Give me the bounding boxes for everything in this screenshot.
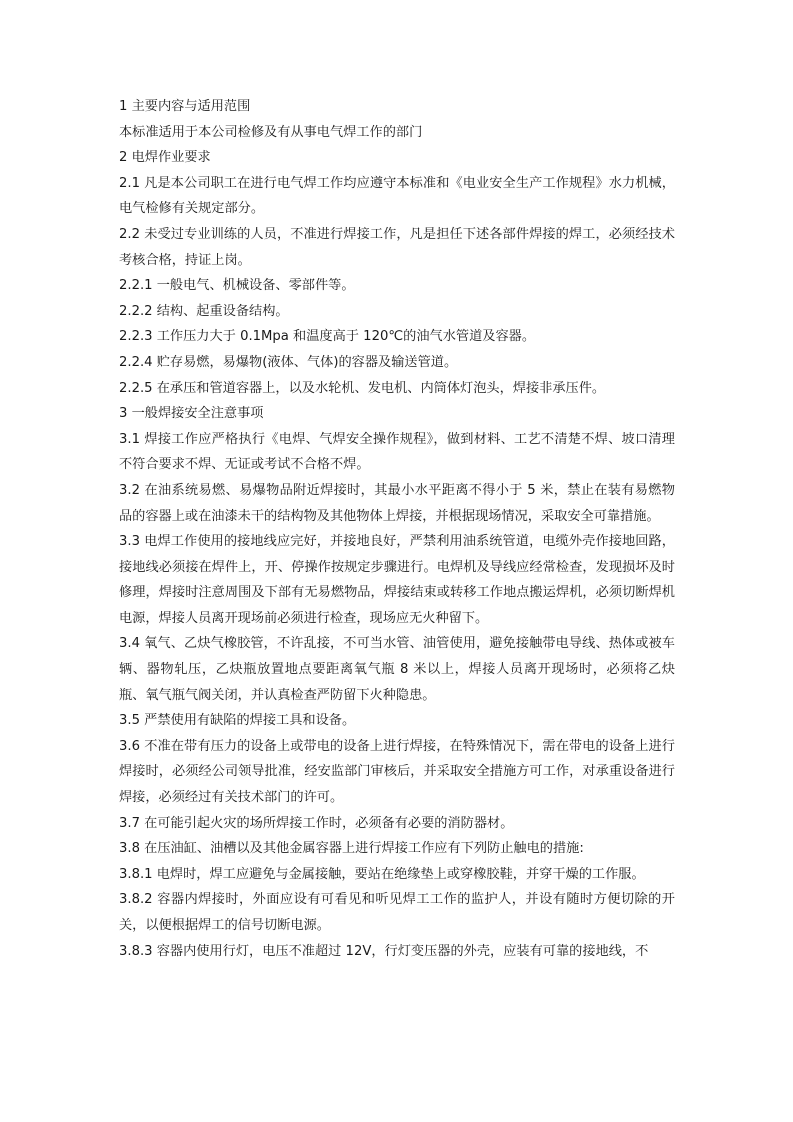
paragraph-3-8-2: 3.8.2 容器内焊接时，外面应设有可看见和听见焊工工作的监护人，并设有随时方便切除的开关，以便根据焊工的信号切断电源。 xyxy=(119,892,675,933)
paragraph-3-7: 3.7 在可能引起火灾的场所焊接工作时，必须备有必要的消防器材。 xyxy=(119,815,514,831)
paragraph-2-2: 2.2 未受过专业训练的人员，不准进行焊接工作，凡是担任下述各部件焊接的焊工，必须经技术考核合格，持证上岗。 xyxy=(119,226,675,268)
paragraph-3-5: 3.5 严禁使用有缺陷的焊接工具和设备。 xyxy=(119,713,356,729)
paragraph-3-1: 3.1 焊接工作应严格执行《电焊、气焊安全操作规程》，做到材料、工艺不清楚不焊、坡口清理不符合要求不焊、无证或考试不合格不焊。 xyxy=(119,431,675,473)
document-page xyxy=(119,94,675,964)
paragraph-3-2: 3.2 在油系统易燃、易爆物品附近焊接时，其最小水平距离不得小于 5 米，禁止在装有易燃物品的容器上或在油漆未干的结构物及其他物体上焊接，并根据现场情况，采取安全可靠措施。 xyxy=(119,482,675,524)
paragraph-scope: 本标准适用于本公司检修及有从事电气焊工作的部门 xyxy=(119,124,423,140)
paragraph-3-8-3: 3.8.3 容器内使用行灯，电压不准超过 12V，行灯变压器的外壳，应装有可靠的接地线，不 xyxy=(119,943,649,959)
section-heading-2: 2 电焊作业要求 xyxy=(119,150,211,166)
paragraph-3-6: 3.6 不准在带有压力的设备上或带电的设备上进行焊接，在特殊情况下，需在带电的设备上进行焊接时，必须经公司领导批准，经安监部门审核后，并采取安全措施方可工作，对承重设备进行焊接，必须经过有关技术部门的许可。 xyxy=(119,738,675,806)
paragraph-2-2-4: 2.2.4 贮存易燃，易爆物(液体、气体)的容器及输送管道。 xyxy=(119,354,458,370)
paragraph-3-8: 3.8 在压油缸、油槽以及其他金属容器上进行焊接工作应有下列防止触电的措施: xyxy=(119,841,584,857)
paragraph-2-2-5: 2.2.5 在承压和管道容器上，以及水轮机、发电机、内筒体灯泡头，焊接非承压件。 xyxy=(119,380,606,396)
section-heading-1: 1 主要内容与适用范围 xyxy=(119,99,251,114)
paragraph-3-3: 3.3 电焊工作使用的接地线应完好，并接地良好，严禁利用油系统管道，电缆外壳作接地回路，接地线必须接在焊件上，开、停操作按规定步骤进行。电焊机及导线应经常检查，发现损坏及时修理，焊接时注意周围及下部有无易燃物品，焊接结束或转移工作地点搬运焊机，必须切断焊机电源，焊接人员离开现场前必须进行检查，现场应无火种留下。 xyxy=(119,534,675,626)
paragraph-2-2-1: 2.2.1 一般电气、机械设备、零部件等。 xyxy=(119,278,355,294)
paragraph-2-2-2: 2.2.2 结构、起重设备结构。 xyxy=(119,303,289,319)
paragraph-2-2-3: 2.2.3 工作压力大于 0.1Mpa 和温度高于 120℃的油气水管道及容器。 xyxy=(119,329,536,345)
section-heading-3: 3 一般焊接安全注意事项 xyxy=(119,406,264,422)
paragraph-3-8-1: 3.8.1 电焊时，焊工应避免与金属接触，要站在绝缘垫上或穿橡胶鞋，并穿干燥的工作服。 xyxy=(119,866,645,882)
paragraph-3-4: 3.4 氧气、乙炔气橡胶管，不许乱接，不可当水管、油管使用，避免接触带电导线、热体或被车辆、器物轧压，乙炔瓶放置地点要距离氧气瓶 8 米以上，焊接人员离开现场时，必须将乙炔瓶、氧气瓶气阀关闭，并认真检查严防留下火种隐患。 xyxy=(119,636,675,703)
paragraph-2-1: 2.1 凡是本公司职工在进行电气焊工作均应遵守本标准和《电业安全生产工作规程》水力机械，电气检修有关规定部分。 xyxy=(119,175,675,217)
